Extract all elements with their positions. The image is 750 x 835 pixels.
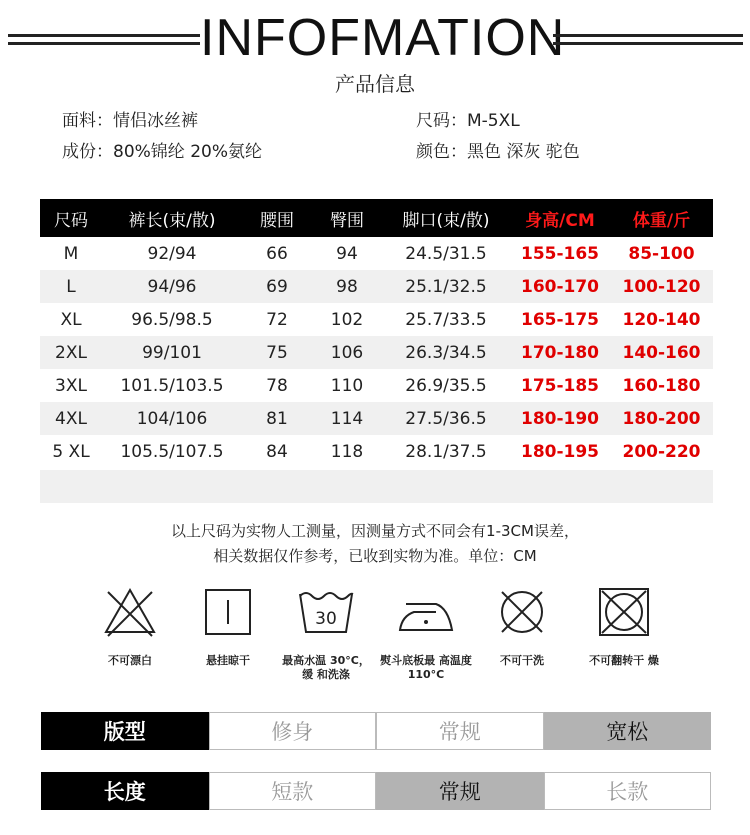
- care-label: 不可漂白: [108, 654, 152, 667]
- table-cell: 4XL: [55, 408, 87, 429]
- table-row: [40, 369, 713, 402]
- table-cell: 105.5/107.5: [120, 441, 224, 462]
- fit-option-loose: 宽松: [544, 712, 712, 750]
- table-cell: 104/106: [136, 408, 208, 429]
- no-dry-clean-icon: [494, 586, 550, 638]
- fit-option-slim: 修身: [209, 712, 377, 750]
- table-cell: 2XL: [55, 342, 87, 363]
- table-cell: 26.3/34.5: [405, 342, 487, 363]
- table-row: [40, 303, 713, 336]
- table-cell: 85-100: [628, 243, 695, 264]
- table-cell: 81: [266, 408, 288, 429]
- iron-low-icon: [396, 586, 456, 638]
- table-cell: 100-120: [622, 276, 701, 297]
- table-row: [40, 270, 713, 303]
- table-cell: 75: [266, 342, 288, 363]
- table-cell: 66: [266, 243, 288, 264]
- care-item-no-dry-clean: [474, 586, 570, 668]
- care-label: 不可翻转干 燥: [589, 654, 659, 667]
- length-option-long: 长款: [544, 772, 712, 810]
- table-cell: 5 XL: [52, 441, 90, 462]
- table-row: [40, 336, 713, 369]
- wash-30-icon: [296, 586, 356, 638]
- care-label: 最高水温 30°C，缓 和洗涤: [282, 654, 370, 681]
- table-cell: XL: [60, 309, 82, 330]
- table-cell: 27.5/36.5: [405, 408, 487, 429]
- care-item-no-bleach: [82, 586, 178, 668]
- table-cell: 3XL: [55, 375, 87, 396]
- info-color: 颜色：黑色 深灰 驼色: [416, 142, 580, 162]
- table-cell: 120-140: [622, 309, 701, 330]
- info-composition: 成份：80%锦纶 20%氨纶: [62, 142, 262, 162]
- header-cell: 尺码: [54, 210, 88, 231]
- table-row: [40, 402, 713, 435]
- table-cell: 101.5/103.5: [120, 375, 224, 396]
- table-header: [40, 199, 713, 237]
- table-cell: 165-175: [520, 309, 600, 330]
- table-cell: 180-200: [622, 408, 701, 429]
- table-row: [40, 237, 713, 270]
- measurement-note-line2: 相关数据仅作参考，已收到实物为准。单位：CM: [213, 547, 537, 565]
- table-cell: 99/101: [142, 342, 202, 363]
- length-option-regular: 常规: [376, 772, 544, 810]
- length-option-short: 短款: [209, 772, 377, 810]
- care-label: 熨斗底板最 高温度 110°C: [380, 654, 472, 681]
- table-cell: 94/96: [147, 276, 197, 297]
- header-cell: 身高/CM: [525, 210, 595, 231]
- table-cell: 25.7/33.5: [405, 309, 487, 330]
- care-item-no-tumble-dry: [576, 586, 672, 668]
- table-cell: 160-170: [520, 276, 600, 297]
- fit-option-regular: 常规: [376, 712, 544, 750]
- header-rule-right: [553, 34, 743, 45]
- table-cell: 84: [266, 441, 288, 462]
- table-cell: 26.9/35.5: [405, 375, 487, 396]
- table-cell: 170-180: [520, 342, 600, 363]
- header-rule-left: [8, 34, 200, 45]
- table-cell: 155-165: [520, 243, 600, 264]
- no-bleach-icon: [102, 586, 158, 638]
- table-cell: 106: [330, 342, 364, 363]
- page-subtitle: 产品信息: [335, 72, 415, 96]
- care-item-line-dry: [180, 586, 276, 668]
- fit-selector: [41, 712, 711, 750]
- table-cell: 98: [336, 276, 358, 297]
- table-cell: 28.1/37.5: [405, 441, 487, 462]
- page-title: INFOFMATION: [200, 9, 566, 67]
- fit-label: 版型: [41, 712, 209, 750]
- no-tumble-dry-icon: [596, 586, 652, 638]
- table-cell: 96.5/98.5: [131, 309, 213, 330]
- table-cell: 180-190: [520, 408, 600, 429]
- table-cell: 140-160: [622, 342, 701, 363]
- wash-temperature: 30: [315, 609, 337, 629]
- info-fabric: 面料：情侣冰丝裤: [62, 111, 198, 131]
- size-table: [40, 199, 713, 503]
- measurement-note-line1: 以上尺码为实物人工测量，因测量方式不同会有1-3CM误差，: [171, 522, 579, 540]
- care-label: 悬挂晾干: [206, 654, 250, 667]
- table-cell: 25.1/32.5: [405, 276, 487, 297]
- header-cell: 裤长(束/散): [128, 210, 216, 231]
- line-dry-icon: [200, 586, 256, 638]
- table-cell: 94: [336, 243, 358, 264]
- table-cell: 102: [330, 309, 364, 330]
- table-cell: L: [66, 276, 76, 297]
- table-cell: 24.5/31.5: [405, 243, 487, 264]
- length-label: 长度: [41, 772, 209, 810]
- table-cell: 69: [266, 276, 288, 297]
- table-cell: 175-185: [520, 375, 600, 396]
- header-cell: 臀围: [330, 210, 364, 231]
- table-empty-row: [40, 470, 713, 503]
- table-cell: 114: [330, 408, 364, 429]
- table-cell: 110: [330, 375, 364, 396]
- care-item-iron: [378, 586, 474, 682]
- length-selector: [41, 772, 711, 810]
- header-cell: 体重/斤: [632, 210, 691, 231]
- table-cell: 200-220: [622, 441, 701, 462]
- table-cell: M: [63, 243, 79, 264]
- header: [0, 8, 750, 70]
- header-cell: 脚口(束/散): [402, 210, 490, 231]
- info-size: 尺码：M-5XL: [416, 111, 520, 131]
- table-cell: 118: [330, 441, 364, 462]
- header-cell: 腰围: [260, 210, 294, 231]
- table-cell: 78: [266, 375, 288, 396]
- care-item-wash-30: [278, 586, 374, 682]
- table-cell: 72: [266, 309, 288, 330]
- table-cell: 160-180: [622, 375, 701, 396]
- care-label: 不可干洗: [500, 654, 544, 667]
- table-row: [40, 435, 713, 468]
- table-cell: 92/94: [147, 243, 197, 264]
- table-cell: 180-195: [520, 441, 600, 462]
